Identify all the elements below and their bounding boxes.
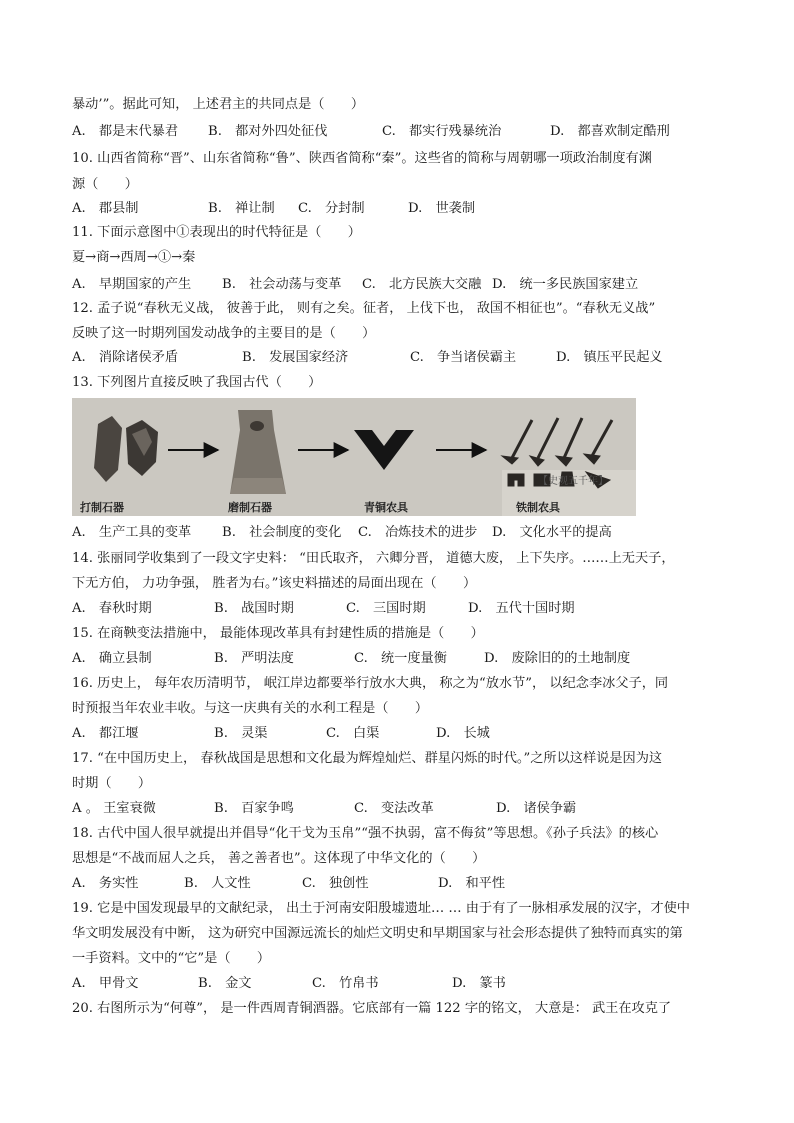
- option-q9-a[interactable]: A. 都是末代暴君: [72, 124, 179, 139]
- option-q12-a[interactable]: A. 消除诸侯矛盾: [72, 350, 179, 365]
- question-19-line-1: 19. 它是中国发现最早的文献纪录， 出土于河南安阳殷墟遗址… … 由于有了一脉相承发展的汉字，才使中: [72, 901, 690, 916]
- option-q11-b[interactable]: B. 社会动荡与变革: [222, 277, 342, 292]
- option-q19-d[interactable]: D. 篆书: [452, 976, 506, 991]
- question-19-line-3: 一手资料。文中的“它”是（ ）: [72, 951, 271, 966]
- option-q13-c[interactable]: C. 冶炼技术的进步: [358, 525, 478, 540]
- option-q15-c[interactable]: C. 统一度量衡: [354, 651, 447, 666]
- question-10-line-2: 源（ ）: [72, 177, 138, 192]
- question-17-line-1: 17. “在中国历史上， 春秋战国是思想和文化最为辉煌灿烂、群星闪烁的时代。”之所以这样说是因为这: [72, 751, 663, 766]
- option-q9-b[interactable]: B. 都对外四处征伐: [208, 124, 328, 139]
- corner-text: 【史观五千年】: [538, 476, 608, 487]
- option-q17-d[interactable]: D. 诸侯争霸: [496, 801, 577, 816]
- question-16-line-1: 16. 历史上， 每年农历清明节， 岷江岸边都要举行放水大典， 称之为“放水节”， 以纪念李冰父子，同: [72, 676, 669, 691]
- option-q13-b[interactable]: B. 社会制度的变化: [222, 525, 342, 540]
- option-q15-a[interactable]: A. 确立县制: [72, 651, 152, 666]
- option-q14-d[interactable]: D. 五代十国时期: [468, 601, 575, 616]
- option-q15-b[interactable]: B. 严明法度: [214, 651, 294, 666]
- question-18-line-2: 思想是“不战而屈人之兵， 善之善者也”。这体现了中华文化的（ ）: [72, 851, 486, 866]
- question-14-line-2: 下无方伯， 力功争强， 胜者为右。”该史料描述的局面出现在（ ）: [72, 576, 477, 591]
- option-q19-c[interactable]: C. 竹帛书: [312, 976, 379, 991]
- caption-polished-stone: 磨制石器: [228, 501, 272, 514]
- option-q10-a[interactable]: A. 郡县制: [72, 201, 139, 216]
- option-q16-d[interactable]: D. 长城: [436, 726, 490, 741]
- option-q18-d[interactable]: D. 和平性: [438, 876, 506, 891]
- question-9-tail: 暴动’”。据此可知， 上述君主的共同点是（ ）: [72, 97, 365, 112]
- question-12-line-1: 12. 孟子说“春秋无义战， 彼善于此， 则有之矣。征者， 上伐下也， 敌国不相征也”。“春秋无义战”: [72, 301, 656, 316]
- question-19-line-2: 华文明发展没有中断， 这为研究中国源远流长的灿烂文明史和早期国家与社会形态提供了独特而真实的第: [72, 926, 683, 941]
- option-q17-a[interactable]: A 。 王室衰微: [72, 801, 156, 816]
- option-q17-c[interactable]: C. 变法改革: [354, 801, 434, 816]
- option-q12-d[interactable]: D. 镇压平民起义: [556, 350, 663, 365]
- option-q14-b[interactable]: B. 战国时期: [214, 601, 294, 616]
- option-q13-a[interactable]: A. 生产工具的变革: [72, 525, 192, 540]
- option-q9-d[interactable]: D. 都喜欢制定酷刑: [550, 124, 670, 139]
- question-11-sequence: 夏→商→西周→①→秦: [72, 250, 196, 265]
- option-q18-a[interactable]: A. 务实性: [72, 876, 139, 891]
- caption-chipped-stone: 打制石器: [80, 501, 124, 514]
- option-q14-a[interactable]: A. 春秋时期: [72, 601, 152, 616]
- option-q19-b[interactable]: B. 金文: [198, 976, 252, 991]
- option-q17-b[interactable]: B. 百家争鸣: [214, 801, 294, 816]
- option-q10-c[interactable]: C. 分封制: [298, 201, 365, 216]
- caption-bronze-tools: 青铜农具: [364, 501, 408, 514]
- option-q18-b[interactable]: B. 人文性: [184, 876, 251, 891]
- option-q19-a[interactable]: A. 甲骨文: [72, 976, 139, 991]
- option-q12-c[interactable]: C. 争当诸侯霸主: [410, 350, 517, 365]
- option-q11-d[interactable]: D. 统一多民族国家建立: [492, 277, 639, 292]
- option-q11-a[interactable]: A. 早期国家的产生: [72, 277, 192, 292]
- option-q11-c[interactable]: C. 北方民族大交融: [362, 277, 482, 292]
- option-q16-b[interactable]: B. 灵渠: [214, 726, 268, 741]
- question-17-line-2: 时期（ ）: [72, 776, 152, 791]
- option-q14-c[interactable]: C. 三国时期: [346, 601, 426, 616]
- question-16-line-2: 时预报当年农业丰收。与这一庆典有关的水利工程是（ ）: [72, 701, 429, 716]
- option-q10-d[interactable]: D. 世袭制: [408, 201, 476, 216]
- option-q13-d[interactable]: D. 文化水平的提高: [492, 525, 612, 540]
- question-13-line-1: 13. 下列图片直接反映了我国古代（ ）: [72, 375, 322, 390]
- caption-iron-tools: 铁制农具: [516, 501, 560, 514]
- option-q15-d[interactable]: D. 废除旧的的土地制度: [484, 651, 631, 666]
- option-q16-a[interactable]: A. 都江堰: [72, 726, 139, 741]
- question-10-line-1: 10. 山西省简称“晋”、山东省简称“鲁”、陕西省简称“秦”。这些省的简称与周朝哪一项政治制度有渊: [72, 151, 652, 166]
- option-q10-b[interactable]: B. 禅让制: [208, 201, 275, 216]
- option-q16-c[interactable]: C. 白渠: [326, 726, 380, 741]
- option-q9-c[interactable]: C. 都实行残暴统治: [382, 124, 502, 139]
- tool-evolution-figure: [72, 398, 636, 516]
- option-q18-c[interactable]: C. 独创性: [302, 876, 369, 891]
- question-20-line-1: 20. 右图所示为“何尊”， 是一件西周青铜酒器。它底部有一篇 122 字的铭文， 大意是： 武王在攻克了: [72, 1001, 672, 1016]
- question-11-line-1: 11. 下面示意图中①表现出的时代特征是（ ）: [72, 225, 361, 240]
- option-q12-b[interactable]: B. 发展国家经济: [242, 350, 349, 365]
- question-18-line-1: 18. 古代中国人很早就提出并倡导“化干戈为玉帛”“强不执弱，富不侮贫”等思想。《孙子兵法》的核心: [72, 826, 659, 841]
- question-15-line-1: 15. 在商鞅变法措施中， 最能体现改革具有封建性质的措施是（ ）: [72, 626, 484, 641]
- question-12-line-2: 反映了这一时期列国发动战争的主要目的是（ ）: [72, 326, 376, 341]
- question-14-line-1: 14. 张丽同学收集到了一段文字史料： “田氏取齐， 六卿分晋， 道德大废， 上下失序。……上无天子，: [72, 551, 675, 566]
